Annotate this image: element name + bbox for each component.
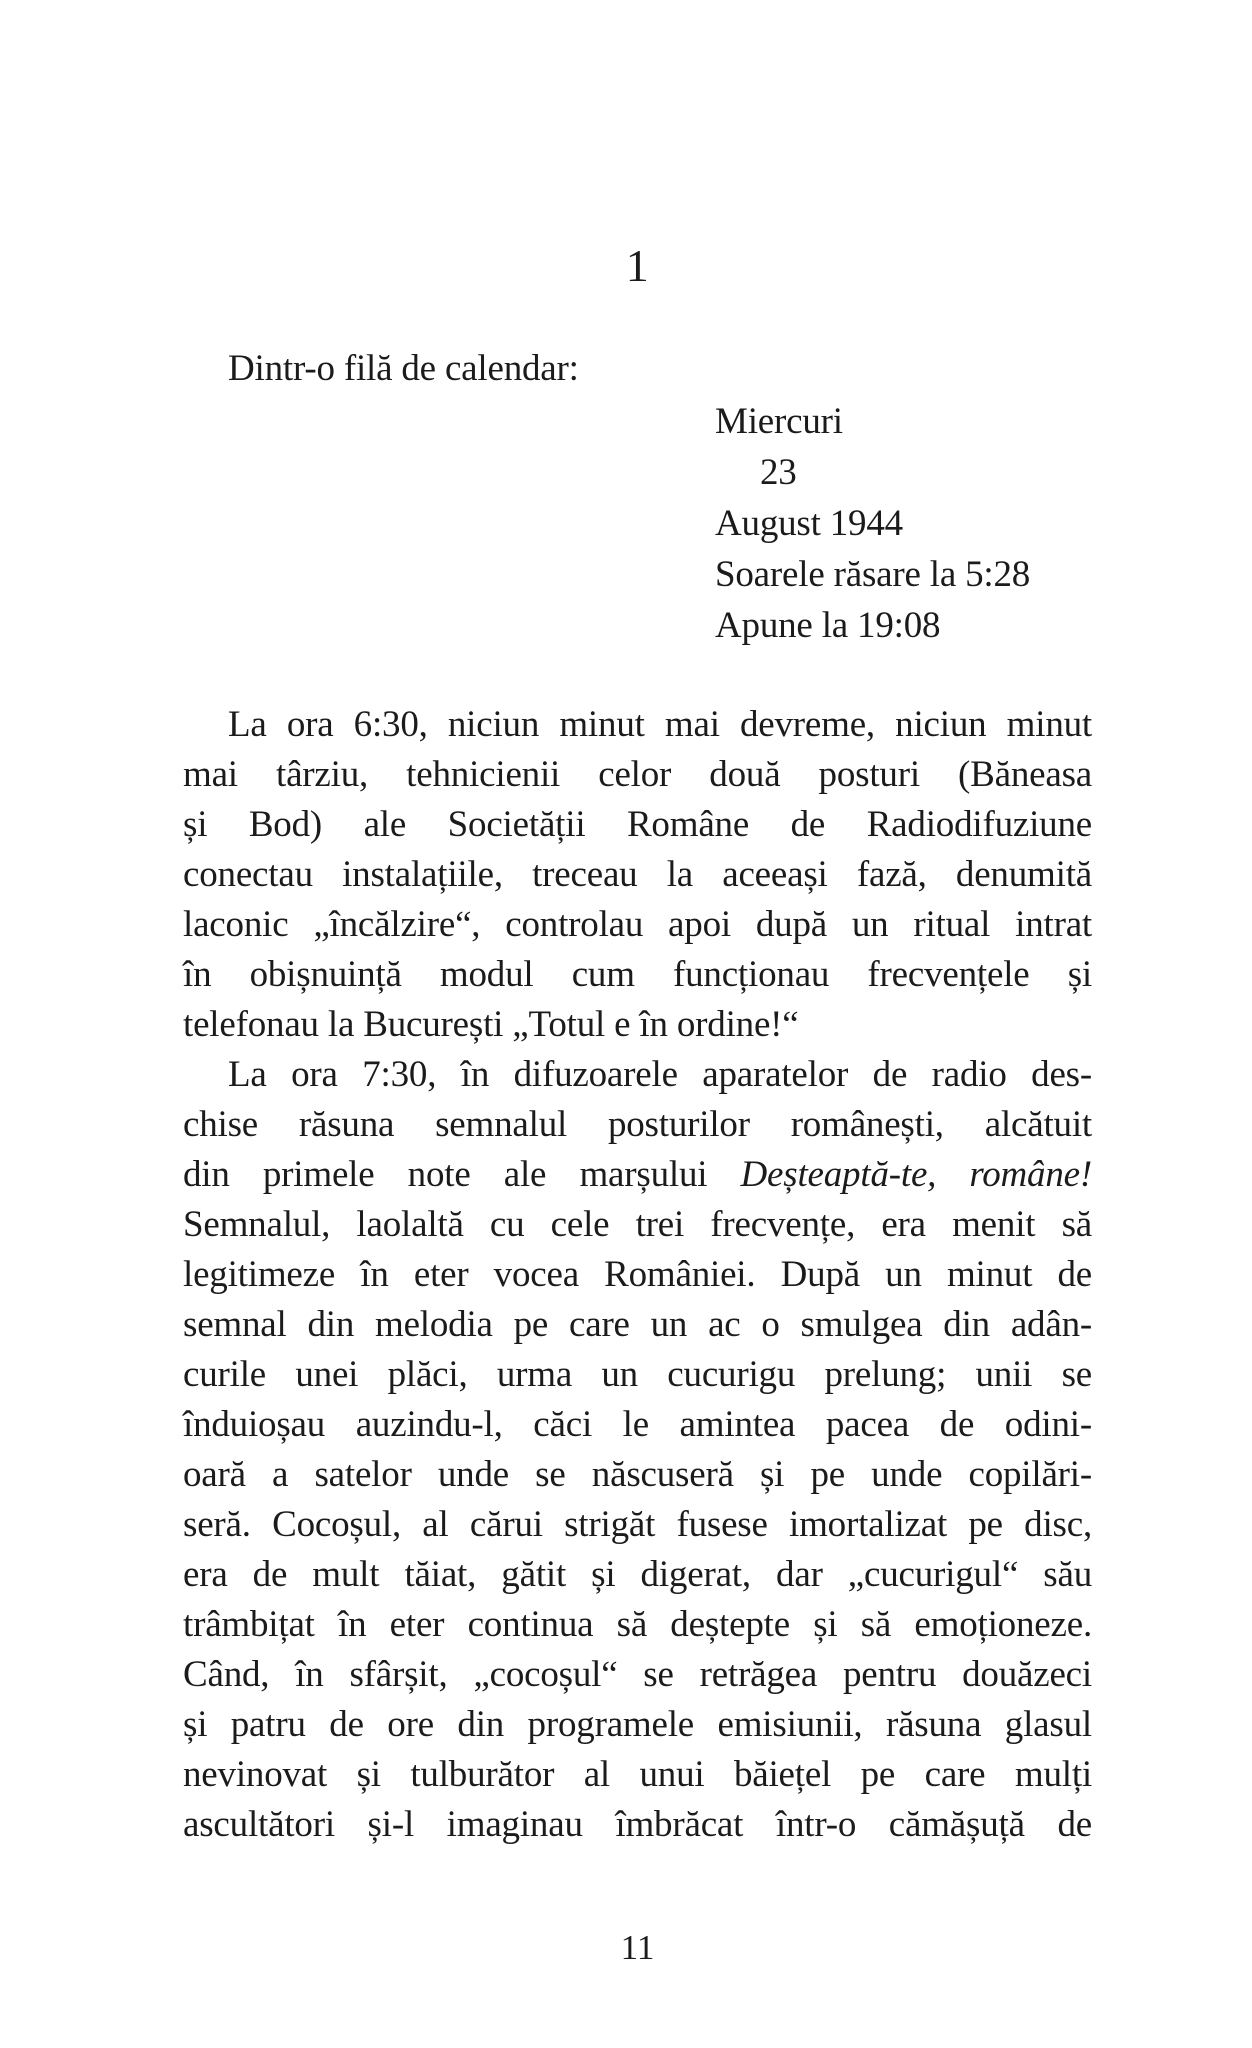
text-line: telefonau la București „Totul e în ordine!“ (183, 1004, 799, 1045)
paragraph (183, 1050, 1092, 1850)
calendar-line: Miercuri (715, 401, 843, 442)
text-line: semnal din melodia pe care un ac o smulgea din adân- (183, 1304, 1092, 1345)
calendar-line: Apune la 19:08 (715, 605, 941, 646)
text-line: și Bod) ale Societății Române de Radiodifuziune (183, 804, 1092, 845)
text-line: înduioșau auzindu-l, căci le amintea pacea de odini- (183, 1404, 1092, 1445)
text-line: La ora 7:30, în difuzoarele aparatelor de radio des- (228, 1054, 1092, 1095)
text-line: Semnalul, laolaltă cu cele trei frecvențe, era menit să (183, 1204, 1092, 1245)
calendar-line: Soarele răsare la 5:28 (715, 554, 1031, 595)
text-line: chise răsuna semnalul posturilor românești, alcătuit (183, 1104, 1092, 1145)
text-line: era de mult tăiat, gătit și digerat, dar „cucurigul“ său (183, 1554, 1092, 1595)
text-line: din primele note ale marșului Deșteaptă-te, române! (183, 1154, 1092, 1195)
calendar-line: 23 (760, 452, 797, 493)
text-line: nevinovat și tulburător al unui băiețel pe care mulți (183, 1754, 1092, 1795)
section-label: Dintr-o filă de calendar: (228, 348, 579, 389)
text-line: legitimeze în eter vocea României. După un minut de (183, 1254, 1092, 1295)
calendar-block (715, 396, 1030, 651)
text-line: oară a satelor unde se născuseră și pe unde copilări- (183, 1454, 1092, 1495)
text-line: curile unei plăci, urma un cucurigu prelung; unii se (183, 1354, 1092, 1395)
text-line: conectau instalațiile, treceau la aceeași fază, denumită (183, 854, 1092, 895)
body-text (183, 700, 1092, 1850)
page-number: 11 (620, 1928, 655, 1967)
text-line: în obișnuință modul cum funcționau frecvențele și (183, 954, 1092, 995)
text-line: ascultători și-l imaginau îmbrăcat într-o cămășuță de (183, 1804, 1092, 1845)
text-line: La ora 6:30, niciun minut mai devreme, niciun minut (228, 704, 1092, 745)
chapter-number: 1 (625, 240, 650, 291)
text-line: laconic „încălzire“, controlau apoi după un ritual intrat (183, 904, 1092, 945)
text-line: Când, în sfârșit, „cocoșul“ se retrăgea pentru douăzeci (183, 1654, 1092, 1695)
text-line: și patru de ore din programele emisiunii, răsuna glasul (183, 1704, 1092, 1745)
text-line: mai târziu, tehnicienii celor două posturi (Băneasa (183, 754, 1092, 795)
paragraph (183, 700, 1092, 1050)
text-line: trâmbițat în eter continua să deștepte și să emoționeze. (183, 1604, 1092, 1645)
text-line: seră. Cocoșul, al cărui strigăt fusese imortalizat pe disc, (183, 1504, 1092, 1545)
calendar-line: August 1944 (715, 503, 903, 544)
